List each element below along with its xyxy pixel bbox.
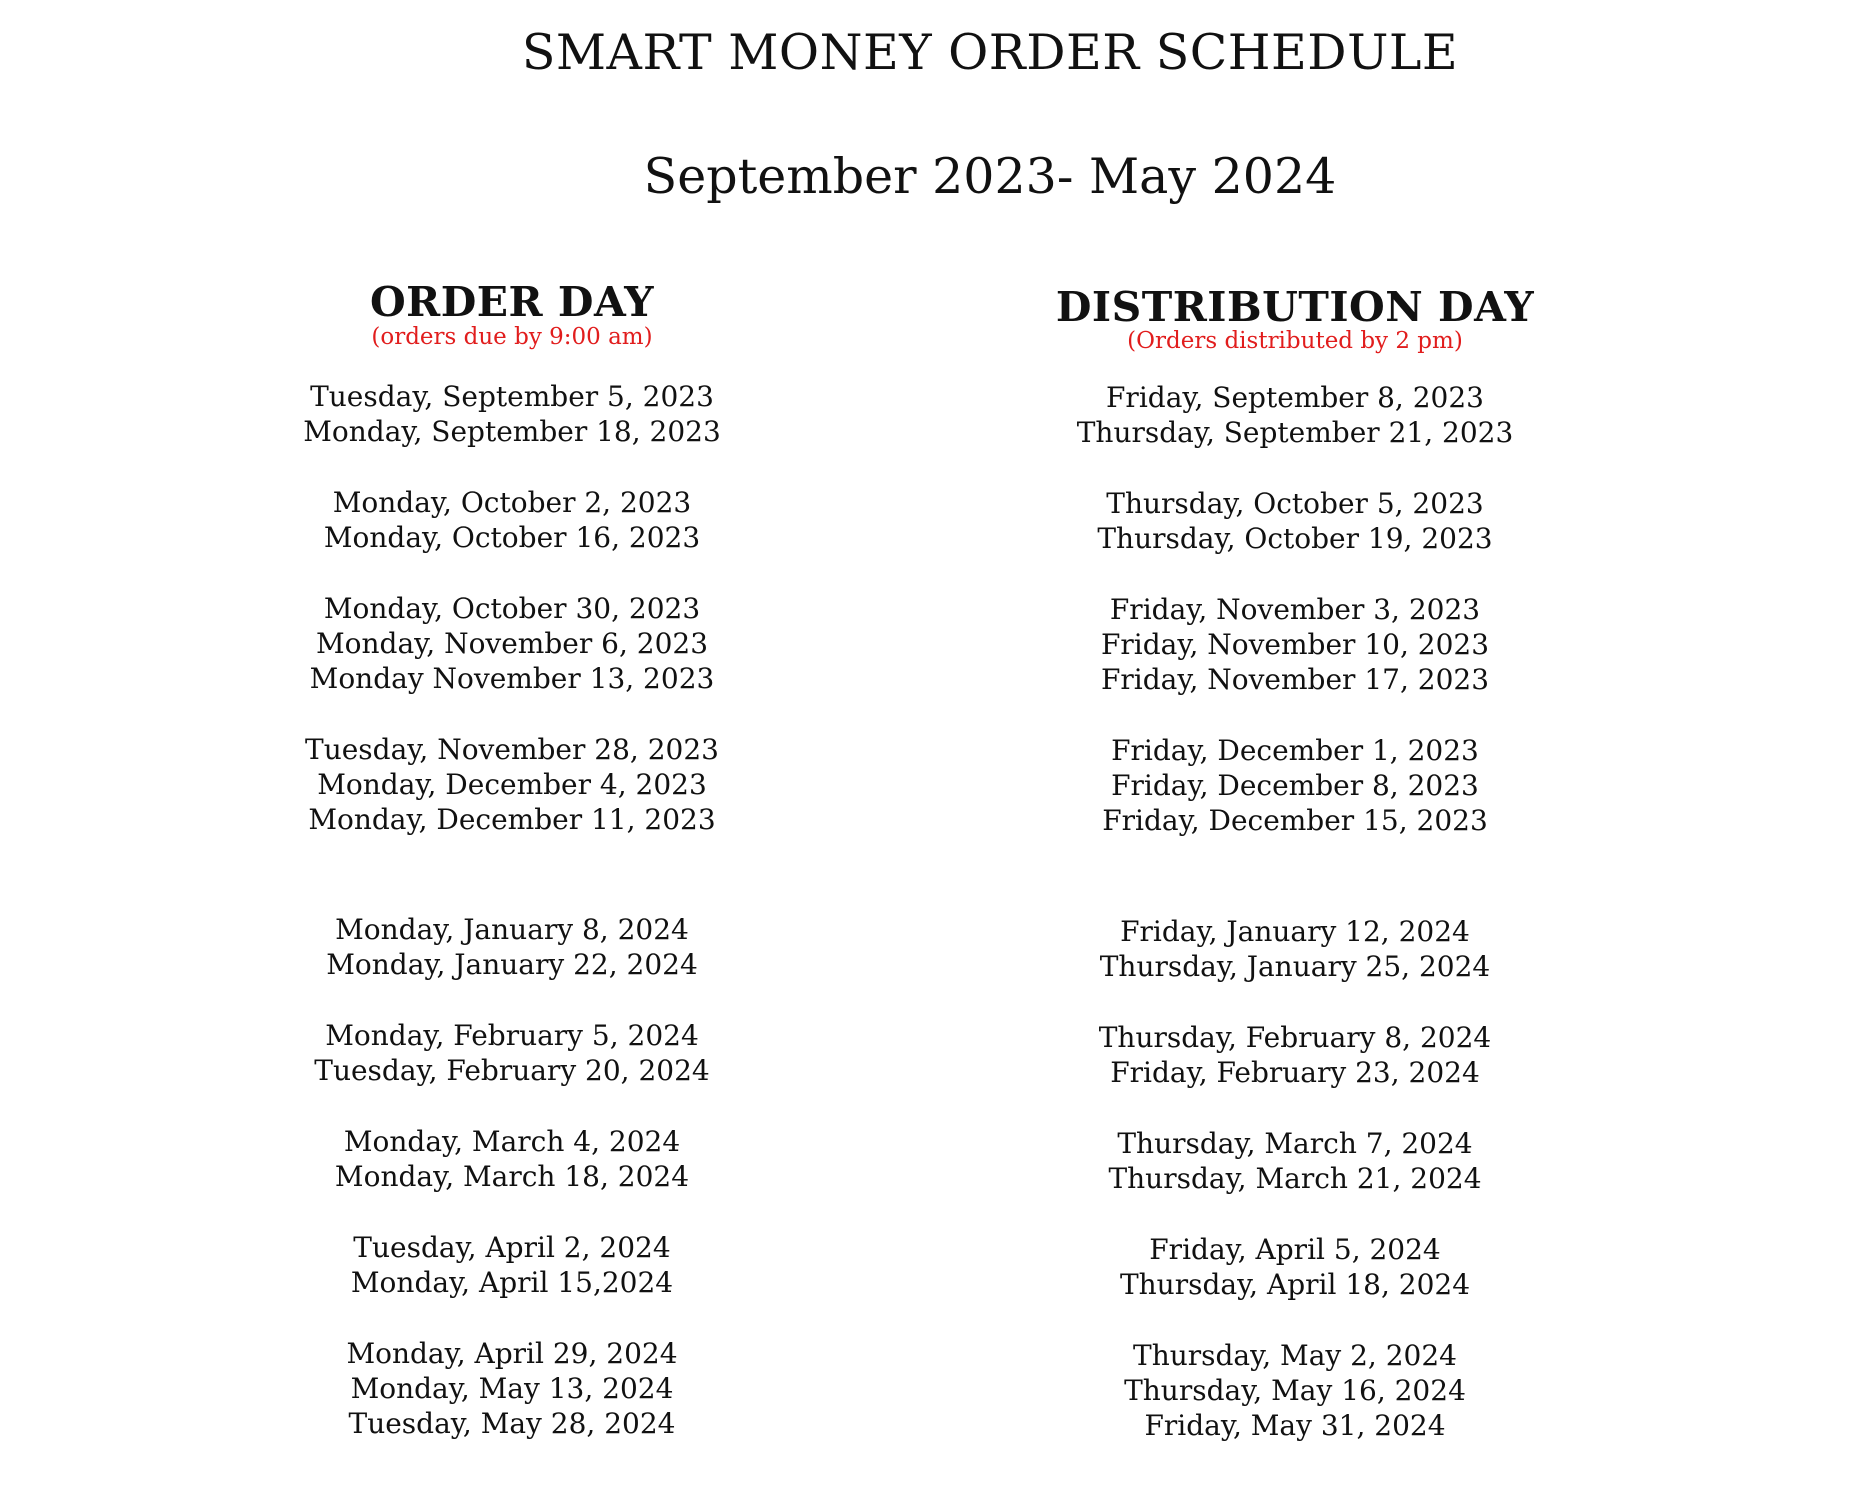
order-day-date-row: Monday, September 18, 2023: [303, 415, 721, 448]
distribution-day-heading: DISTRIBUTION DAY: [1055, 283, 1535, 331]
distribution-day-date-row: Friday, May 31, 2024: [1144, 1409, 1446, 1442]
distribution-day-date-row: Friday, April 5, 2024: [1149, 1233, 1441, 1266]
distribution-day-date-row: Friday, January 12, 2024: [1120, 915, 1470, 948]
distribution-day-date-row: Friday, November 10, 2023: [1100, 628, 1490, 661]
order-day-date-row: Monday, April 15,2024: [350, 1266, 674, 1299]
distribution-day-date-row: Friday, December 1, 2023: [1111, 734, 1479, 767]
distribution-day-date-row: Thursday, March 7, 2024: [1117, 1127, 1473, 1160]
order-day-date-row: Monday, October 2, 2023: [332, 486, 692, 519]
order-day-date-row: Monday, December 4, 2023: [317, 768, 707, 801]
order-day-date-row: Tuesday, May 28, 2024: [348, 1407, 676, 1440]
distribution-day-date-row: Friday, November 3, 2023: [1109, 593, 1481, 626]
order-day-date-row: Monday, April 29, 2024: [346, 1337, 678, 1370]
order-day-date-row: Monday, February 5, 2024: [325, 1019, 699, 1052]
distribution-day-date-row: Thursday, October 5, 2023: [1106, 487, 1484, 520]
order-day-date-row: Monday, October 30, 2023: [323, 592, 701, 625]
order-day-date-row: Monday, November 6, 2023: [315, 627, 709, 660]
distribution-day-date-row: Friday, December 15, 2023: [1102, 804, 1488, 837]
order-day-date-row: Monday, March 18, 2024: [334, 1160, 690, 1193]
distribution-day-date-row: Friday, November 17, 2023: [1100, 663, 1490, 696]
distribution-day-date-row: Thursday, May 2, 2024: [1133, 1339, 1457, 1372]
order-day-date-row: Tuesday, April 2, 2024: [353, 1231, 671, 1264]
order-day-date-row: Tuesday, February 20, 2024: [314, 1054, 710, 1087]
order-day-note: (orders due by 9:00 am): [371, 324, 653, 350]
distribution-day-date-row: Friday, September 8, 2023: [1106, 381, 1484, 414]
distribution-day-date-row: Friday, February 23, 2024: [1110, 1056, 1480, 1089]
order-day-date-row: Monday, January 8, 2024: [335, 913, 689, 946]
distribution-day-date-row: Thursday, March 21, 2024: [1108, 1162, 1482, 1195]
order-day-date-row: Monday, December 11, 2023: [308, 803, 716, 836]
distribution-day-date-row: Thursday, May 16, 2024: [1124, 1374, 1466, 1407]
order-day-date-row: Tuesday, November 28, 2023: [305, 733, 719, 766]
document-title: SMART MONEY ORDER SCHEDULE: [521, 24, 1459, 81]
order-day-date-row: Monday, May 13, 2024: [350, 1372, 674, 1405]
distribution-day-note: (Orders distributed by 2 pm): [1127, 328, 1463, 354]
order-day-date-row: Monday, January 22, 2024: [326, 948, 698, 981]
distribution-day-date-row: Thursday, September 21, 2023: [1076, 416, 1514, 449]
order-day-date-row: Tuesday, September 5, 2023: [310, 380, 714, 413]
distribution-day-date-row: Thursday, April 18, 2024: [1119, 1268, 1471, 1301]
order-day-date-row: Monday November 13, 2023: [309, 662, 715, 695]
distribution-day-date-row: Thursday, February 8, 2024: [1098, 1021, 1492, 1054]
order-day-date-row: Monday, October 16, 2023: [323, 521, 701, 554]
distribution-day-date-row: Thursday, October 19, 2023: [1097, 522, 1493, 555]
order-day-date-row: Monday, March 4, 2024: [343, 1125, 681, 1158]
distribution-day-date-row: Thursday, January 25, 2024: [1099, 950, 1491, 983]
document-subtitle: September 2023- May 2024: [643, 148, 1337, 205]
distribution-day-date-row: Friday, December 8, 2023: [1111, 769, 1479, 802]
order-day-heading: ORDER DAY: [369, 278, 655, 326]
